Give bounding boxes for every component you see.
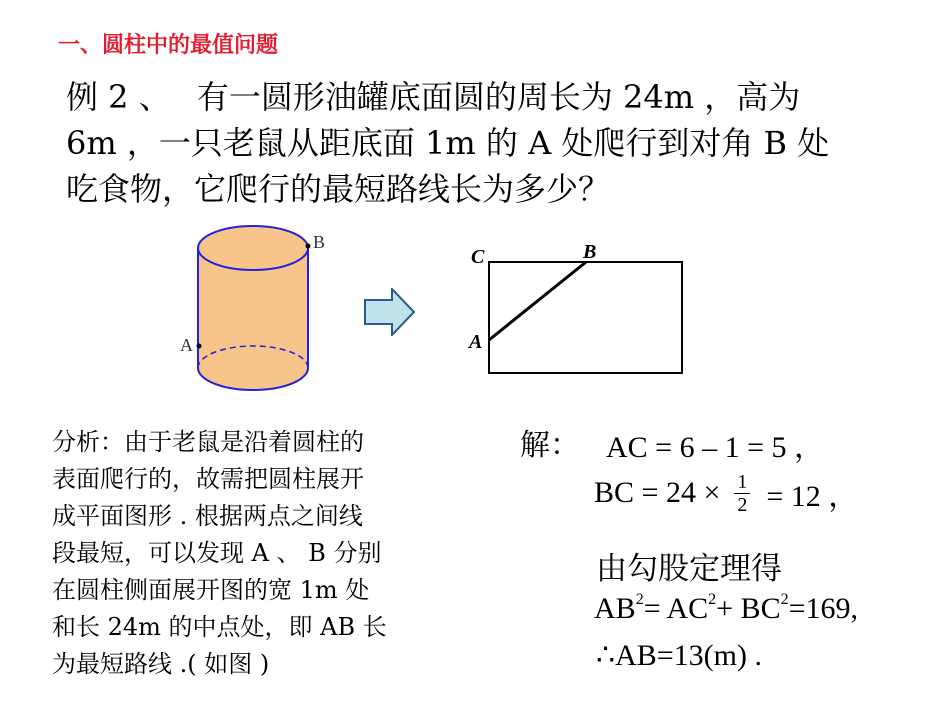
analysis-line: 为最短路线 .( 如图 ): [52, 650, 270, 678]
unrolled-rectangle-diagram: [460, 236, 700, 381]
solution-ac: AC = 6 – 1 = 5 ，: [606, 431, 825, 464]
problem-line: 例 2 、 有一圆形油罐底面圆的周长为 24m ，高为: [66, 78, 801, 116]
analysis-line: 分析：由于老鼠是沿着圆柱的: [52, 428, 364, 456]
fraction-one-half: [734, 471, 750, 516]
cylinder-label-a: A: [180, 335, 193, 355]
analysis-line: 和长 24m 的中点处，即 AB 长: [52, 613, 387, 641]
path-ab: [489, 262, 586, 340]
solution-bc-suffix: = 12 ，: [766, 480, 859, 513]
solution-bc-prefix: BC = 24 ×: [594, 476, 721, 509]
eq-sup: 2: [708, 591, 717, 608]
point-a: [197, 344, 202, 349]
eq-part: AB: [594, 592, 636, 625]
section-title: 一、圆柱中的最值问题: [58, 33, 279, 58]
analysis-line: 在圆柱侧面展开图的宽 1m 处: [52, 576, 370, 604]
solution-result: ∴AB=13(m) .: [596, 639, 762, 672]
cylinder-label-b: B: [313, 232, 326, 252]
analysis-line: 成平面图形 . 根据两点之间线: [52, 502, 363, 530]
point-b: [306, 244, 311, 249]
solution-equation: [594, 592, 858, 626]
problem-line: 吃食物，它爬行的最短路线长为多少？: [66, 170, 611, 208]
eq-part: + BC: [716, 592, 781, 625]
analysis-line: 表面爬行的，故需把圆柱展开: [52, 465, 364, 493]
arrow-icon: [364, 288, 416, 336]
eq-part: =169,: [788, 592, 859, 625]
analysis-line: 段最短，可以发现 A 、 B 分别: [52, 539, 382, 567]
eq-part: = AC: [643, 592, 709, 625]
solution-theorem: 由勾股定理得: [596, 551, 782, 587]
cylinder-diagram: [170, 220, 350, 400]
solution-bc: [594, 466, 858, 520]
problem-statement: [66, 74, 926, 212]
cylinder-top: [198, 226, 308, 270]
rect-label-c: C: [471, 246, 485, 268]
fraction-denominator: 2: [737, 493, 748, 516]
rect-label-b: B: [583, 241, 597, 263]
rect-label-a: A: [469, 331, 483, 353]
eq-sup: 2: [780, 591, 789, 608]
solution-label: 解：: [520, 428, 580, 463]
problem-line: 6m ，一只老鼠从距底面 1m 的 A 处爬行到对角 B 处: [66, 124, 830, 162]
fraction-numerator: 1: [734, 471, 750, 494]
eq-sup: 2: [635, 591, 644, 608]
analysis-text: [52, 424, 492, 683]
